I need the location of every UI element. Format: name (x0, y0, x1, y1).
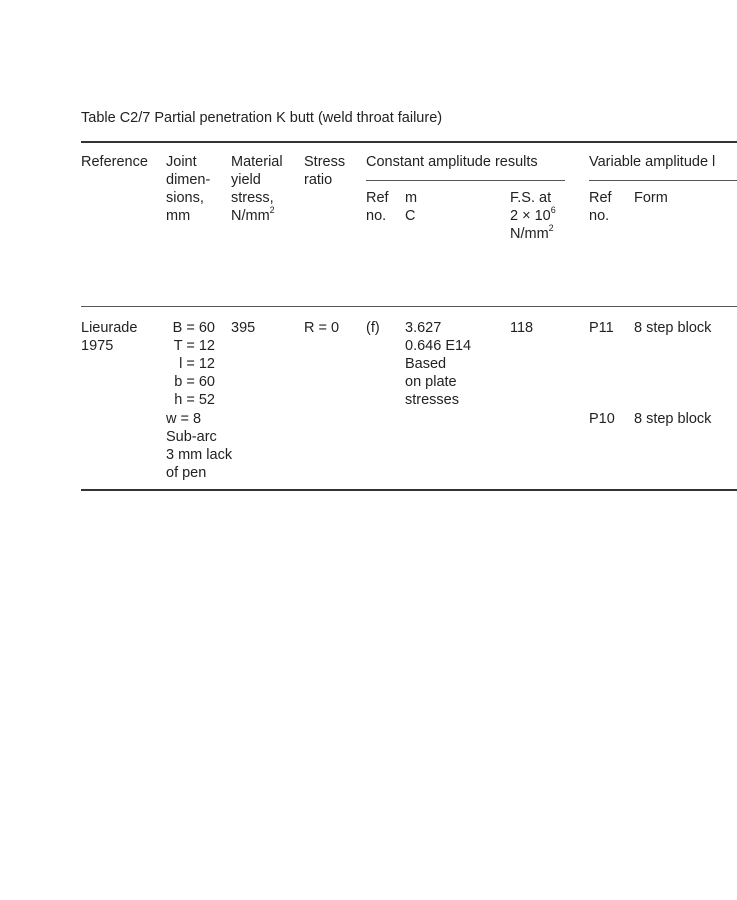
fs-cycles-text: 2 × 10 (510, 208, 551, 224)
joint-extra-line: Sub-arc (166, 429, 217, 445)
joint-dim-line: T = 12 (173, 338, 215, 354)
header-material-line: yield (231, 172, 261, 188)
header-fs-unit (510, 225, 556, 243)
joint-extra-line: 3 mm lack (166, 447, 233, 463)
header-joint-line: sions, (166, 190, 204, 206)
header-ca-c: C (405, 208, 416, 224)
cell-joint-dimensions (166, 319, 215, 409)
unit-superscript: 2 (269, 205, 275, 216)
joint-dim-line: l = 12 (179, 356, 215, 372)
header-ca-fatigue-strength (510, 189, 556, 243)
header-va-ref-no (589, 189, 612, 225)
header-va-form: Form (634, 190, 668, 206)
cell-ca-ref: (f) (366, 320, 380, 336)
cell-va-ref: P10 (589, 411, 615, 427)
unit-text: N/mm (231, 208, 270, 224)
header-joint-line: mm (166, 208, 191, 224)
fs-unit-superscript: 2 (548, 223, 554, 234)
ca-mc-line: 3.627 (405, 320, 442, 336)
header-joint-line: Joint (166, 154, 197, 170)
reference-line: 1975 (81, 338, 114, 354)
fs-cycles-superscript: 6 (550, 205, 556, 216)
header-body-rule (81, 306, 737, 307)
cell-material-yield: 395 (231, 320, 256, 336)
header-stress-ratio (304, 153, 345, 189)
header-fs-line: F.S. at (510, 190, 552, 206)
joint-dim-line: B = 60 (172, 320, 215, 336)
header-va-ref-line: Ref (589, 190, 612, 206)
header-constant-amplitude-group: Constant amplitude results (366, 154, 538, 170)
header-ca-m: m (405, 190, 418, 206)
table-caption: Table C2/7 Partial penetration K butt (weld throat failure) (81, 110, 443, 126)
header-material-line: stress, (231, 190, 274, 206)
reference-line: Lieurade (81, 320, 138, 336)
header-va-ref-line: no. (589, 208, 610, 224)
cell-joint-extra (166, 410, 232, 482)
ca-mc-line: 0.646 E14 (405, 338, 472, 354)
cell-va-form: 8 step block (634, 411, 712, 427)
bottom-rule (81, 489, 737, 491)
ca-mc-line: Based (405, 356, 447, 372)
header-reference: Reference (81, 154, 148, 170)
ca-mc-line: stresses (405, 392, 459, 408)
cell-va-ref: P11 (589, 320, 614, 336)
header-material-yield-stress (231, 153, 283, 225)
constant-group-rule (366, 180, 565, 181)
cell-va-form: 8 step block (634, 320, 712, 336)
joint-extra-line: w = 8 (166, 411, 202, 427)
header-variable-amplitude-group: Variable amplitude l (589, 154, 716, 170)
header-material-line: Material (231, 154, 283, 170)
top-rule (81, 141, 737, 143)
header-ca-m-c (405, 189, 417, 225)
header-stress-line: Stress (304, 154, 346, 170)
header-ca-ref-no (366, 189, 389, 225)
variable-group-rule (589, 180, 737, 181)
fs-unit-text: N/mm (510, 226, 549, 242)
header-joint-dimensions (166, 153, 210, 225)
joint-dim-line: h = 52 (174, 392, 215, 408)
joint-dim-line: b = 60 (174, 374, 215, 390)
header-ca-ref-line: no. (366, 208, 387, 224)
header-material-unit (231, 207, 283, 225)
cell-stress-ratio: R = 0 (304, 320, 340, 336)
joint-extra-line: of pen (166, 465, 207, 481)
cell-reference (81, 319, 137, 355)
header-ca-ref-line: Ref (366, 190, 389, 206)
cell-ca-m-c (405, 319, 471, 409)
ca-mc-line: on plate (405, 374, 457, 390)
header-joint-line: dimen- (166, 172, 211, 188)
cell-ca-fatigue-strength: 118 (510, 320, 534, 336)
header-stress-line: ratio (304, 172, 333, 188)
